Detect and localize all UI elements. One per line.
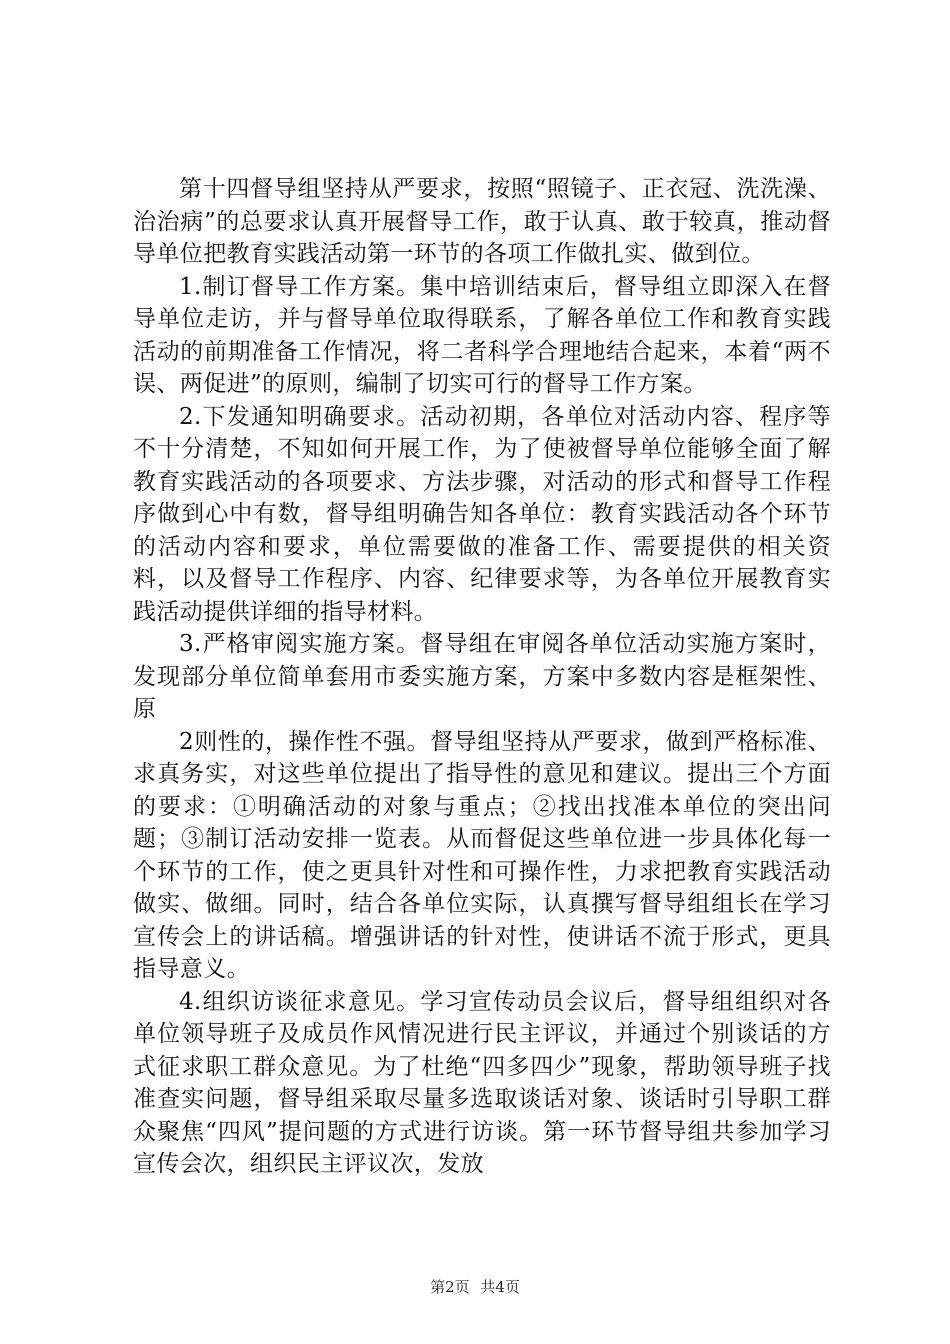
paragraph-intro: 第十四督导组坚持从严要求，按照“照镜子、正衣冠、洗洗澡、治治病”的总要求认真开展督导工作，敢于认真、敢于较真，推动督导单位把教育实践活动第一环节的各项工作做扎实、做到位。 <box>133 176 831 267</box>
paragraph-item-3: 3.严格审阅实施方案。督导组在审阅各单位活动实施方案时，发现部分单位简单套用市委实施方案，方案中多数内容是框架性、原 <box>133 631 831 722</box>
paragraph-item-3-continued: 2则性的，操作性不强。督导组坚持从严要求，做到严格标准、求真务实，对这些单位提出了指导性的意见和建议。提出三个方面的要求：①明确活动的对象与重点；②找出找准本单位的突出问题；③制订活动安排一览表。从而督促这些单位进一步具体化每一个环节的工作，使之更具针对性和可操作性，力求把教育实践活动做实、做细。同时，结合各单位实际，认真撰写督导组组长在学习宣传会上的讲话稿。增强讲话的针对性，使讲话不流于形式，更具指导意义。 <box>133 728 831 982</box>
paragraph-item-1: 1.制订督导工作方案。集中培训结束后，督导组立即深入在督导单位走访，并与督导单位取得联系，了解各单位工作和教育实践活动的前期准备工作情况，将二者科学合理地结合起来，本着“两不误、两促进”的原则，编制了切实可行的督导工作方案。 <box>133 273 831 397</box>
page-footer <box>0 1276 950 1297</box>
page-number: 第2页 <box>430 1278 470 1296</box>
paragraph-item-2: 2.下发通知明确要求。活动初期，各单位对活动内容、程序等不十分清楚，不知如何开展工作，为了使被督导单位能够全面了解教育实践活动的各项要求、方法步骤，对活动的形式和督导工作程序做到心中有数，督导组明确告知各单位：教育实践活动各个环节的活动内容和要求，单位需要做的准备工作、需要提供的相关资料，以及督导工作程序、内容、纪律要求等，为各单位开展教育实践活动提供详细的指导材料。 <box>133 403 831 625</box>
document-body <box>133 173 831 1181</box>
page-total: 共4页 <box>480 1278 520 1296</box>
paragraph-item-4: 4.组织访谈征求意见。学习宣传动员会议后，督导组组织对各单位领导班子及成员作风情况进行民主评议，并通过个别谈话的方式征求职工群众意见。为了杜绝“四多四少”现象，帮助领导班子找准查实问题，督导组采取尽量多选取谈话对象、谈话时引导职工群众聚焦“四风”提问题的方式进行访谈。第一环节督导组共参加学习宣传会次，组织民主评议次，发放 <box>133 988 831 1177</box>
